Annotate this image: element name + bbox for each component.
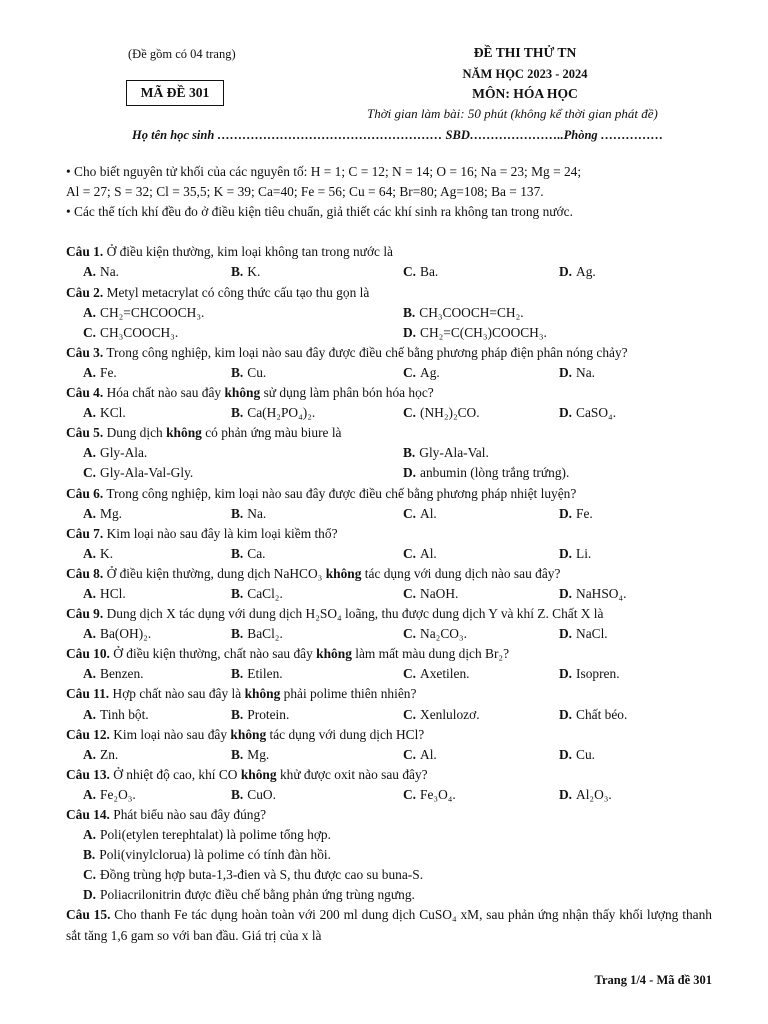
question-stem: Metyl metacrylat có công thức cấu tạo thu gọn là: [106, 284, 370, 300]
question-9: Câu 9. Dung dịch X tác dụng với dung dịch H₂SO₄ loãng, thu được dung dịch Y và khí Z. Chất X là: [66, 606, 604, 622]
question-number: Câu 3.: [66, 344, 104, 360]
time-note: Thời gian làm bài: 50 phút (không kể thời gian phát đề): [367, 106, 658, 121]
options-q5-row1: [66, 443, 712, 463]
options-q2-row1: [66, 303, 712, 323]
option-a[interactable]: A. Na.: [83, 264, 119, 280]
option-b[interactable]: B. Ca.: [231, 545, 266, 561]
option-c[interactable]: C. Xenlulozơ.: [403, 706, 480, 722]
option-a[interactable]: A. Tinh bột.: [83, 706, 149, 722]
question-6: Câu 6. Trong công nghiệp, kim loại nào sau đây được điều chế bằng phương pháp nhiệt luyện?: [66, 485, 577, 501]
option-c[interactable]: C. Fe₃O₄.: [403, 786, 456, 802]
gas-note: • Các thể tích khí đều đo ở điều kiện tiêu chuẩn, giả thiết các khí sinh ra không tan trong nước.: [66, 204, 573, 220]
option-c[interactable]: C. (NH₂)₂CO.: [403, 405, 480, 421]
options-q7: [66, 544, 712, 564]
school-year: NĂM HỌC 2023 - 2024: [462, 67, 588, 81]
question-14: Câu 14. Phát biểu nào sau đây đúng?: [66, 807, 267, 822]
question-3: [66, 343, 712, 363]
options-q3: [66, 363, 712, 383]
options-q5-row2: [66, 463, 712, 483]
option-d[interactable]: D. Al₂O₃.: [559, 786, 612, 802]
options-q9: [66, 624, 712, 644]
option-c[interactable]: C. Al.: [403, 746, 437, 762]
question-8: Câu 8. Ở điều kiện thường, dung dịch NaHCO₃ không tác dụng với dung dịch nào sau đây?: [66, 565, 561, 581]
option-c[interactable]: C. Al.: [403, 545, 437, 561]
question-11: Câu 11. Hợp chất nào sau đây là không phải polime thiên nhiên?: [66, 686, 417, 702]
option-b[interactable]: B. CuO.: [231, 786, 276, 802]
exam-body: [66, 162, 712, 946]
exam-title: ĐỀ THI THỬ TN: [473, 45, 577, 60]
options-q1: [66, 262, 712, 282]
options-q12: [66, 745, 712, 765]
option-b[interactable]: B. K.: [231, 264, 261, 280]
option-d[interactable]: D. CaSO₄.: [559, 405, 617, 421]
question-4: Câu 4. Hóa chất nào sau đây không sử dụng làm phân bón hóa học?: [66, 385, 434, 401]
question-1: [66, 242, 712, 262]
option-b[interactable]: B. BaCl₂.: [231, 626, 283, 642]
options-q10: [66, 664, 712, 684]
option-b[interactable]: B. Protein.: [231, 706, 290, 722]
option-d[interactable]: D. Poliacrilonitrin được điều chế bằng phản ứng trùng ngưng.: [83, 887, 415, 903]
options-q6: [66, 504, 712, 524]
options-q2-row2: [66, 323, 712, 343]
option-c[interactable]: C. CH₃COOCH₃.: [83, 324, 179, 340]
option-c[interactable]: C. Ag.: [403, 364, 440, 380]
option-d[interactable]: D. Chất béo.: [559, 706, 628, 722]
option-a[interactable]: A. KCl.: [83, 405, 126, 421]
question-number: Câu 1.: [66, 244, 104, 260]
option-a[interactable]: A. Fe₂O₃.: [83, 786, 136, 802]
option-d[interactable]: D. Isopren.: [559, 666, 620, 682]
option-c[interactable]: C. Gly-Ala-Val-Gly.: [83, 465, 194, 481]
option-d[interactable]: D. Ag.: [559, 264, 596, 280]
question-2: [66, 283, 712, 303]
option-d[interactable]: D. anbumin (lòng trắng trứng).: [403, 465, 570, 481]
option-a[interactable]: A. Gly-Ala.: [83, 445, 148, 461]
option-c[interactable]: C. Axetilen.: [403, 666, 470, 682]
question-number: Câu 2.: [66, 284, 104, 300]
option-b[interactable]: B. Poli(vinylclorua) là polime có tính đàn hồi.: [83, 847, 331, 863]
option-a[interactable]: A. K.: [83, 545, 114, 561]
exam-code-box: MÃ ĐỀ 301: [126, 80, 224, 106]
question-7: Câu 7. Kim loại nào sau đây là kim loại kiềm thổ?: [66, 525, 338, 541]
option-d[interactable]: D. CH₂=C(CH₃)COOCH₃.: [403, 324, 547, 340]
option-d[interactable]: D. Fe.: [559, 505, 593, 521]
option-b[interactable]: B. CaCl₂.: [231, 585, 283, 601]
option-a[interactable]: A. Poli(etylen terephtalat) là polime tổng hợp.: [83, 827, 331, 843]
option-a[interactable]: A. Mg.: [83, 505, 122, 521]
option-b[interactable]: B. Mg.: [231, 746, 270, 762]
option-a[interactable]: A. Benzen.: [83, 666, 144, 682]
option-c[interactable]: C. Na₂CO₃.: [403, 626, 467, 642]
option-a[interactable]: A. HCl.: [83, 585, 126, 601]
options-q11: [66, 705, 712, 725]
option-b[interactable]: B. Na.: [231, 505, 267, 521]
option-a[interactable]: A. Fe.: [83, 364, 117, 380]
atomic-masses-line-1: • Cho biết nguyên tử khối của các nguyên tố: H = 1; C = 12; N = 14; O = 16; Na = 23; Mg = 24;: [66, 164, 582, 179]
option-b[interactable]: B. Etilen.: [231, 666, 283, 682]
option-d[interactable]: D. Na.: [559, 364, 595, 380]
question-15: Câu 15. Cho thanh Fe tác dụng hoàn toàn với 200 ml dung dịch CuSO₄ xM, sau phản ứng nhận thấy khối lượng thanh sắt tăng 1,6 gam so với ban đầu. Giá trị của x là: [66, 907, 712, 943]
option-d[interactable]: D. Cu.: [559, 746, 596, 762]
subject: MÔN: HÓA HỌC: [472, 86, 578, 101]
option-a[interactable]: A. Zn.: [83, 746, 119, 762]
options-q13: [66, 785, 712, 805]
option-b[interactable]: B. Ca(H₂PO₄)₂.: [231, 405, 316, 421]
student-info-line: Họ tên học sinh ……………………………………………… SBD…………………..Phòng ……………: [132, 128, 664, 142]
option-a[interactable]: A. CH₂=CHCOOCH₃.: [83, 304, 205, 320]
option-c[interactable]: C. NaOH.: [403, 585, 459, 601]
option-b[interactable]: B. Gly-Ala-Val.: [403, 445, 489, 461]
question-12: Câu 12. Kim loại nào sau đây không tác dụng với dung dịch HCl?: [66, 726, 425, 742]
option-b[interactable]: B. Cu.: [231, 364, 267, 380]
option-d[interactable]: D. Li.: [559, 545, 592, 561]
option-d[interactable]: D. NaCl.: [559, 626, 608, 642]
question-10: Câu 10. Ở điều kiện thường, chất nào sau đây không làm mất màu dung dịch Br₂?: [66, 646, 510, 662]
question-5: Câu 5. Dung dịch không có phản ứng màu biure là: [66, 425, 342, 441]
options-q4: [66, 403, 712, 423]
option-a[interactable]: A. Ba(OH)₂.: [83, 626, 152, 642]
option-b[interactable]: B. CH₃COOCH=CH₂.: [403, 304, 524, 320]
option-c[interactable]: C. Đồng trùng hợp buta-1,3-đien và S, thu được cao su buna-S.: [83, 867, 424, 883]
option-d[interactable]: D. NaHSO₄.: [559, 585, 627, 601]
option-c[interactable]: C. Al.: [403, 505, 437, 521]
question-stem: Trong công nghiệp, kim loại nào sau đây được điều chế bằng phương pháp điện phân nóng chảy?: [106, 344, 628, 360]
question-13: Câu 13. Ở nhiệt độ cao, khí CO không khử được oxit nào sau đây?: [66, 766, 428, 782]
pages-note: (Đề gồm có 04 trang): [128, 47, 236, 61]
atomic-masses-line-2: Al = 27; S = 32; Cl = 35,5; K = 39; Ca=40; Fe = 56; Cu = 64; Br=80; Ag=108; Ba = 137.: [66, 184, 544, 200]
page-footer: Trang 1/4 - Mã đề 301: [594, 973, 712, 987]
question-stem: Ở điều kiện thường, kim loại không tan trong nước là: [106, 244, 393, 260]
option-c[interactable]: C. Ba.: [403, 264, 439, 280]
options-q8: [66, 584, 712, 604]
